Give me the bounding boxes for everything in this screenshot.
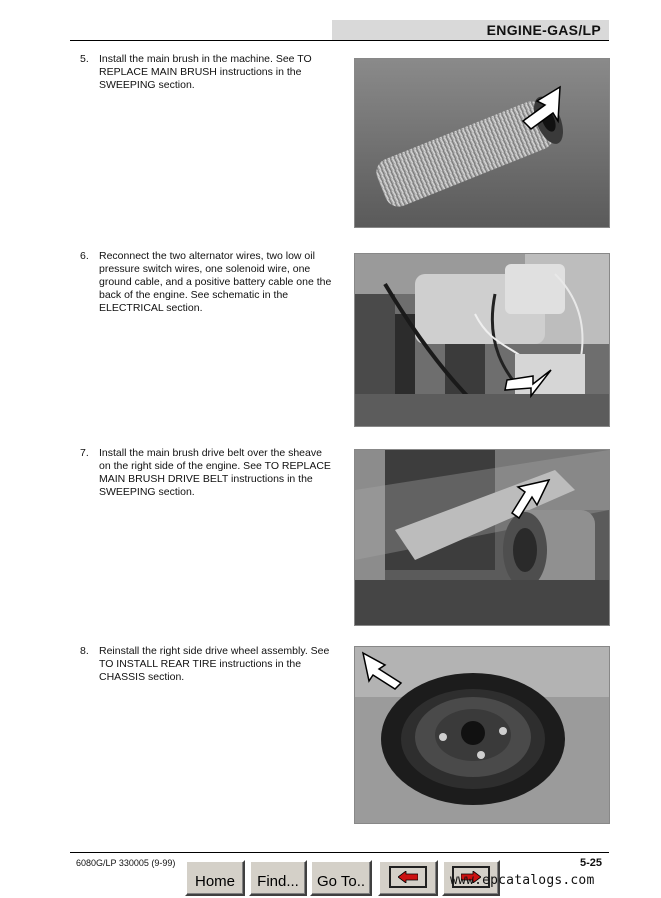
step-number: 6. bbox=[80, 250, 89, 262]
step-text: Install the main brush in the machine. See TO REPLACE MAIN BRUSH instructions in the SWEEPING section. bbox=[99, 53, 312, 91]
left-arrow-icon bbox=[389, 866, 427, 888]
main-brush-photo bbox=[354, 58, 610, 228]
watermark-text: www.epcatalogs.com bbox=[450, 873, 595, 888]
section-title: ENGINE-GAS/LP bbox=[486, 22, 601, 38]
engine-wiring-photo bbox=[354, 253, 610, 427]
goto-button-label: Go To.. bbox=[316, 873, 366, 890]
home-button-label: Home bbox=[194, 873, 235, 890]
find-button-label: Find... bbox=[257, 873, 299, 890]
find-button[interactable] bbox=[249, 860, 307, 896]
page-number: 5-25 bbox=[580, 857, 603, 869]
document-id: 6080G/LP 330005 (9-99) bbox=[76, 858, 176, 868]
goto-button[interactable] bbox=[310, 860, 372, 896]
drive-wheel-photo bbox=[354, 646, 610, 824]
step-text: Reconnect the two alternator wires, two low oil pressure switch wires, one solenoid wire, one ground cable, and a positive battery cable one the back of the engine. See schematic in the ELECTRICAL section. bbox=[99, 250, 332, 314]
step-text: Install the main brush drive belt over the sheave on the right side of the engine. See TO REPLACE MAIN BRUSH DRIVE BELT instructions in the SWEEPING section. bbox=[99, 447, 331, 498]
header-divider bbox=[70, 40, 609, 41]
section-header bbox=[332, 20, 609, 40]
footer-divider bbox=[70, 852, 609, 853]
drive-belt-photo bbox=[354, 449, 610, 626]
step-number: 7. bbox=[80, 447, 89, 459]
step-number: 8. bbox=[80, 645, 89, 657]
step-number: 5. bbox=[80, 53, 89, 65]
back-button[interactable] bbox=[378, 860, 438, 896]
step-text: Reinstall the right side drive wheel assembly. See TO INSTALL REAR TIRE instructions in the CHASSIS section. bbox=[99, 645, 330, 683]
home-button[interactable] bbox=[185, 860, 245, 896]
